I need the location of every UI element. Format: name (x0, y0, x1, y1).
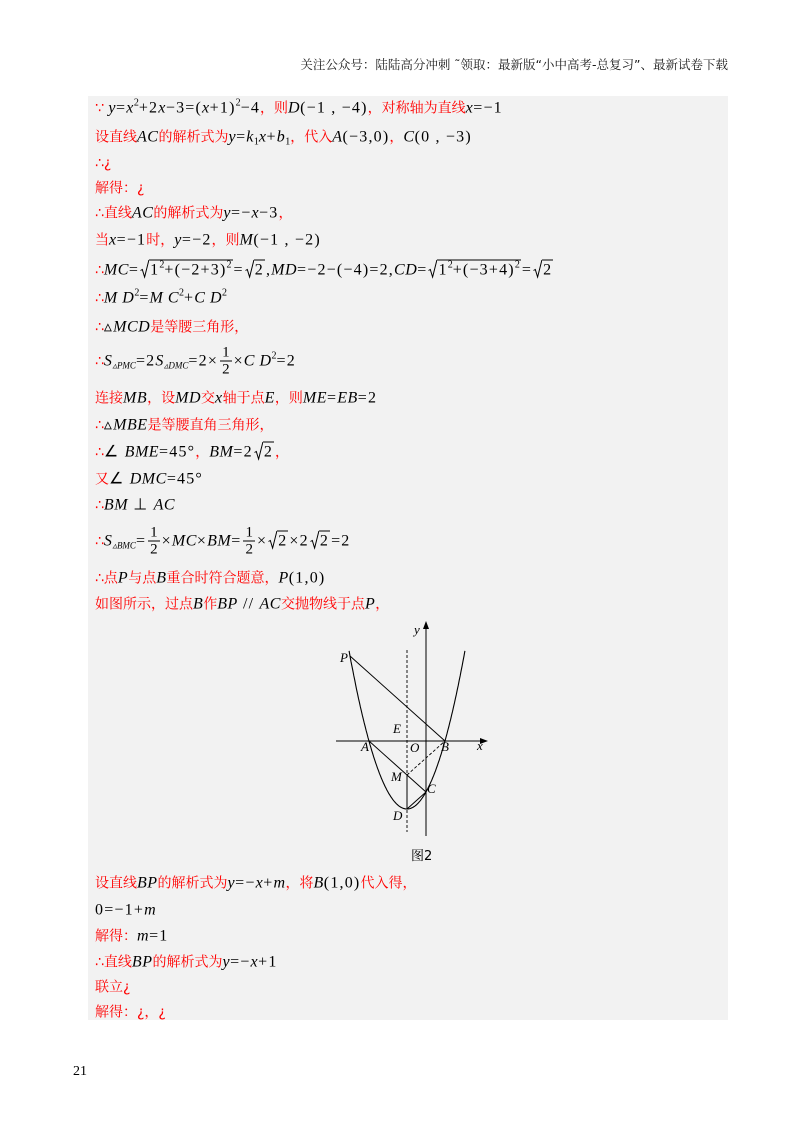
math-operator: ∠ (109, 470, 130, 488)
text-segment: 解得： (95, 928, 137, 945)
math-operator: (−1 , −2) (253, 231, 321, 249)
math-variable: MC (171, 532, 197, 550)
math-operator: (0 , −3) (414, 128, 472, 146)
math-variable: AC (153, 496, 176, 514)
math-operator: +(−3+4) (452, 261, 515, 279)
text-segment: ∴点 (95, 570, 118, 587)
radicand (254, 260, 265, 279)
math-operator: 1 (150, 261, 160, 279)
math-variable: MB (123, 389, 148, 407)
math-operator: =− (235, 874, 256, 892)
math-operator: = (231, 532, 242, 550)
fraction-numerator: 1 (222, 344, 230, 361)
math-operator: 2 (263, 443, 274, 461)
text-segment: ， (375, 596, 390, 613)
math-operator: (1,0) (323, 874, 361, 892)
solution-line (95, 127, 472, 148)
radical-sign-icon (254, 442, 263, 461)
fraction-numerator: 1 (245, 524, 253, 541)
math-variable: x (158, 99, 166, 117)
subscript: ▵BMC (112, 540, 136, 551)
math-operator: × (233, 352, 244, 370)
math-variable: AC (259, 595, 281, 613)
text-segment: 重合时符合题意， (166, 570, 279, 587)
math-operator: (−3,0) (342, 128, 390, 146)
math-operator: × (161, 532, 172, 550)
page-header: 关注公众号：陆陆高分冲刺 ˜领取：最新版“小中高考-总复习”、最新试卷下载 (300, 57, 728, 72)
fraction-numerator: 1 (150, 524, 158, 541)
math-variable: M C (149, 289, 180, 307)
math-variable: E (264, 389, 275, 407)
superscript: 2 (514, 259, 520, 271)
solution-line (95, 260, 554, 281)
math-variable: x (126, 99, 134, 117)
math-operator: =2 (135, 352, 156, 370)
math-operator: + (184, 289, 195, 307)
text-segment: 解得：¿，¿ (95, 1004, 166, 1021)
text-segment: 交抛物线于点 (280, 596, 365, 613)
text-segment: ∴ (95, 319, 104, 336)
text-segment: 是等腰直角三角形， (147, 417, 274, 434)
text-segment: 交 (201, 390, 215, 407)
math-variable: y (174, 231, 182, 249)
square-root (245, 260, 265, 280)
square-root (140, 260, 232, 280)
label-point-b: B (441, 739, 449, 754)
math-operator: +1 (258, 953, 278, 971)
subscript: 1 (285, 136, 291, 148)
text-segment: 当 (95, 232, 109, 249)
radicand (149, 260, 232, 279)
math-operator: = (139, 289, 150, 307)
solution-line (95, 203, 292, 224)
math-variable: BME (124, 443, 160, 461)
math-variable: m (144, 901, 157, 919)
y-axis-arrow-icon (423, 621, 429, 629)
math-operator: = (521, 261, 533, 279)
math-variable: y (227, 874, 236, 892)
square-root (310, 531, 330, 551)
square-root (254, 442, 274, 462)
radical-sign-icon (310, 531, 319, 550)
solution-line (95, 1002, 166, 1023)
math-operator: =2 (331, 532, 351, 550)
text-segment: ，将 (285, 875, 314, 892)
label-origin: O (410, 740, 420, 755)
math-operator: =2 (233, 443, 253, 461)
fraction-denominator: 2 (222, 361, 230, 378)
text-segment: 设直线 (95, 875, 137, 892)
radicand (277, 531, 288, 550)
math-variable: M (239, 231, 254, 249)
math-variable: x (255, 874, 264, 892)
math-operator: ▵ (103, 416, 114, 434)
math-operator: (−1 , −4) (300, 99, 368, 117)
math-variable: BM (207, 532, 232, 550)
radical-sign-icon (533, 260, 542, 279)
math-operator: 1 (438, 261, 448, 279)
text-segment: 时， (146, 232, 175, 249)
text-segment: ， (275, 444, 290, 461)
math-variable: ME (302, 389, 327, 407)
math-operator: 2 (543, 261, 553, 279)
superscript: 2 (159, 259, 165, 271)
math-operator: =1 (149, 927, 169, 945)
math-variable: M D (103, 289, 135, 307)
text-segment: 是等腰三角形， (150, 319, 249, 336)
math-variable: EB (337, 389, 358, 407)
fraction (220, 345, 232, 378)
math-operator: ⊥ (128, 496, 154, 514)
text-segment: 又 (95, 471, 109, 488)
math-operator: =−1 (473, 99, 503, 117)
subscript: 1 (253, 136, 259, 148)
figure-caption: 图2 (411, 849, 433, 864)
math-operator: =2 (276, 352, 296, 370)
solution-line (95, 873, 416, 894)
solution-line (95, 469, 203, 490)
fraction-denominator: 2 (245, 541, 253, 558)
math-variable: y (228, 128, 237, 146)
text-segment: ， (278, 205, 293, 222)
superscript: 2 (447, 259, 453, 271)
superscript: 2 (235, 97, 241, 109)
text-segment: ∴ (95, 262, 104, 279)
text-segment: ，则 (274, 390, 303, 407)
math-operator: = (236, 128, 247, 146)
label-point-a: A (361, 739, 369, 754)
fraction-denominator: 2 (150, 541, 158, 558)
math-variable: B (156, 569, 167, 587)
math-variable: MBE (113, 416, 148, 434)
solution-line (95, 900, 156, 921)
math-operator: −3 (259, 204, 279, 222)
text-segment: 的解析式为 (152, 954, 223, 971)
square-root (428, 260, 520, 280)
superscript: 2 (222, 287, 228, 299)
math-operator: = (417, 261, 428, 279)
solution-line (95, 98, 503, 119)
text-segment: ∴ (95, 417, 104, 434)
text-segment: 作 (203, 596, 218, 613)
math-variable: P (117, 569, 129, 587)
math-variable: m (137, 927, 150, 945)
math-operator: = (115, 99, 127, 117)
superscript: 2 (271, 350, 277, 362)
math-operator: 2 (319, 532, 330, 550)
math-variable: x (202, 99, 210, 117)
radical-sign-icon (428, 260, 437, 279)
text-segment: 联立¿ (95, 979, 131, 996)
text-segment: ∴直线 (95, 954, 132, 971)
label-point-e: E (393, 721, 401, 736)
math-variable: C (403, 128, 415, 146)
math-variable: b (276, 128, 286, 146)
text-segment: ， (195, 444, 210, 461)
math-variable: y (223, 204, 231, 222)
solution-line (95, 345, 296, 378)
label-point-c: C (427, 781, 436, 796)
text-segment: ∴ (95, 497, 104, 514)
radicand (437, 260, 520, 279)
radicand (542, 260, 553, 279)
math-operator: + (266, 128, 277, 146)
math-variable: MD (175, 389, 201, 407)
math-operator: =45° (159, 443, 196, 461)
radical-sign-icon (245, 260, 254, 279)
math-operator: =2× (188, 352, 219, 370)
label-point-m: M (391, 769, 402, 784)
math-variable: x (251, 204, 260, 222)
math-variable: B (313, 874, 324, 892)
solution-line (95, 977, 130, 998)
math-operator: =45° (166, 470, 204, 488)
text-segment: ∴ (95, 444, 104, 461)
math-variable: DMC (129, 470, 167, 488)
square-root (533, 260, 553, 280)
math-operator: −3=( (165, 99, 203, 117)
solution-line (95, 415, 274, 436)
math-variable: AC (137, 128, 159, 146)
math-variable: CD (394, 261, 418, 279)
math-variable: C D (243, 352, 272, 370)
math-variable: BP (137, 874, 158, 892)
math-variable: BP (131, 953, 153, 971)
line-dc (407, 792, 426, 809)
radicand (263, 442, 274, 461)
solution-line (95, 926, 169, 947)
solution-line (95, 568, 325, 589)
math-operator: // (237, 595, 260, 613)
solution-line (95, 153, 111, 174)
radicand (319, 531, 330, 550)
math-variable: P (278, 569, 289, 587)
solution-line (95, 952, 278, 973)
text-segment: ∴直线 (95, 205, 132, 222)
text-segment: 轴于点 (222, 390, 265, 407)
label-point-d: D (393, 808, 403, 823)
subscript: ▵PMC (112, 360, 136, 371)
math-variable: MC (103, 261, 129, 279)
math-operator: ▵ (103, 318, 114, 336)
subscript: ▵DMC (163, 360, 189, 371)
text-segment: 如图所示，过点 (95, 596, 193, 613)
math-variable: MD (271, 261, 298, 279)
solution-line (95, 525, 351, 558)
text-segment: 的解析式为 (153, 205, 224, 222)
page-number: 21 (73, 1064, 87, 1079)
solution-line (95, 230, 321, 251)
math-variable: y (222, 953, 231, 971)
math-variable: m (273, 874, 286, 892)
math-variable: S (103, 352, 113, 370)
math-operator: +2 (138, 99, 159, 117)
math-variable: x (109, 231, 117, 249)
text-segment: ，对称轴为直线 (367, 100, 466, 117)
square-root (268, 531, 288, 551)
text-segment: ∴ (95, 290, 104, 307)
math-operator: 2 (278, 532, 288, 550)
math-variable: B (193, 595, 204, 613)
math-variable: A (332, 128, 343, 146)
math-variable: x (465, 99, 474, 117)
math-operator: =− (230, 953, 251, 971)
math-variable: BM (209, 443, 234, 461)
text-segment: 解得：¿ (95, 180, 145, 197)
math-variable: MCD (113, 318, 151, 336)
math-operator: (1,0) (288, 569, 326, 587)
math-variable: S (155, 352, 164, 370)
math-variable: C D (194, 289, 223, 307)
math-operator: +(−2+3) (164, 261, 227, 279)
solution-line (95, 388, 377, 409)
math-variable: P (364, 595, 376, 613)
math-operator: × (256, 532, 268, 550)
text-segment: ，则 (260, 100, 289, 117)
math-variable: AC (131, 204, 154, 222)
math-operator: = (128, 261, 140, 279)
radical-sign-icon (140, 260, 149, 279)
solution-line (95, 495, 175, 516)
text-segment: 的解析式为 (158, 129, 229, 146)
math-operator: +1) (209, 99, 236, 117)
text-segment: 与点 (128, 570, 157, 587)
parabola-figure (330, 615, 500, 850)
math-variable: x (258, 128, 267, 146)
fraction (243, 525, 255, 558)
math-variable: BP (217, 595, 238, 613)
math-operator: 2 (254, 261, 264, 279)
text-segment: ， (389, 129, 404, 146)
text-segment: 设直线 (95, 129, 137, 146)
math-operator: = (233, 261, 244, 279)
math-operator: + (263, 874, 274, 892)
label-axis-y: y (414, 622, 420, 637)
text-segment: ∵ (95, 100, 109, 117)
math-operator: =−2 (181, 231, 212, 249)
solution-line (95, 442, 289, 463)
math-variable: S (103, 532, 113, 550)
math-operator: =−1 (116, 231, 147, 249)
fraction (148, 525, 160, 558)
math-operator: ∠ (103, 443, 125, 461)
solution-line (95, 288, 227, 309)
text-segment: ∴ (95, 533, 104, 550)
math-operator: =−2−(−4)=2, (297, 261, 395, 279)
math-variable: y (108, 99, 116, 117)
solution-line (95, 594, 389, 615)
label-point-p: P (340, 650, 348, 665)
solution-line (95, 178, 144, 199)
superscript: 2 (133, 97, 139, 109)
text-segment: ，设 (147, 390, 176, 407)
math-operator: , (265, 261, 272, 279)
math-operator: −4 (240, 99, 261, 117)
superscript: 2 (179, 287, 185, 299)
text-segment: ，则 (211, 232, 240, 249)
superscript: 2 (134, 287, 140, 299)
math-variable: D (288, 99, 301, 117)
math-variable: x (250, 953, 259, 971)
math-variable: BM (103, 496, 129, 514)
math-operator: = (135, 532, 147, 550)
radical-sign-icon (268, 531, 277, 550)
math-operator: 0=−1+ (95, 901, 145, 919)
math-variable: k (246, 128, 254, 146)
math-variable: x (215, 389, 223, 407)
text-segment: ∴¿ (95, 155, 112, 172)
text-segment: 的解析式为 (157, 875, 228, 892)
solution-line (95, 317, 248, 338)
math-operator: × (196, 532, 208, 550)
math-operator: ×2 (289, 532, 309, 550)
math-operator: =− (230, 204, 252, 222)
text-segment: 代入得， (360, 875, 417, 892)
superscript: 2 (226, 259, 232, 271)
math-operator: =2 (357, 389, 378, 407)
math-operator: = (327, 389, 338, 407)
text-segment: 连接 (95, 390, 123, 407)
text-segment: ，代入 (290, 129, 333, 146)
text-segment: ∴ (95, 353, 104, 370)
label-axis-x: x (477, 738, 483, 753)
